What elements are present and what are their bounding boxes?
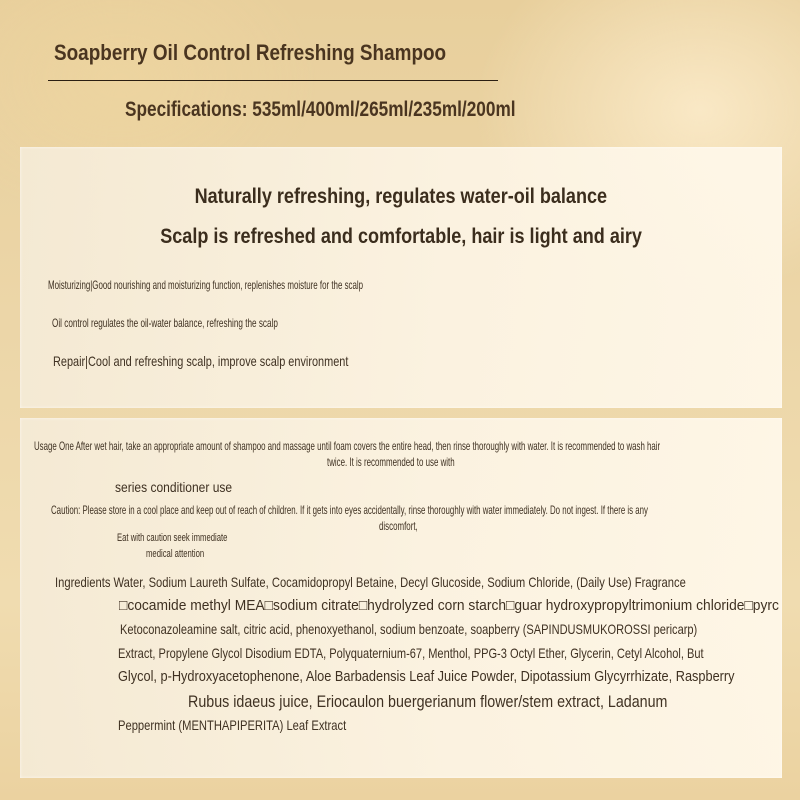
headline-1: Naturally refreshing, regulates water-oil balance [194, 185, 608, 208]
usage-text-2: twice. It is recommended to use with [327, 455, 455, 469]
benefits-card [20, 147, 782, 408]
caution-text-3: Eat with caution seek immediate [117, 532, 228, 544]
ingredients-line-4: Extract, Propylene Glycol Disodium EDTA, Polyquaternium-67, Menthol, PPG-3 Octyl Ether, Glycerin, Cetyl Alcohol, But [118, 645, 704, 661]
details-card [20, 418, 782, 778]
title-divider [48, 80, 498, 81]
ingredients-line-6: Rubus idaeus juice, Eriocaulon buergerianum flower/stem extract, Ladanum [188, 692, 668, 711]
usage-text-3: series conditioner use [115, 479, 233, 495]
caution-text-4: medical attention [146, 548, 205, 560]
specifications: Specifications: 535ml/400ml/265ml/235ml/200ml [125, 98, 516, 121]
ingredients-line-5: Glycol, p-Hydroxyacetophenone, Aloe Barbadensis Leaf Juice Powder, Dipotassium Glycyrrhizate, Raspberry [118, 668, 735, 685]
caution-text: Caution: Please store in a cool place and keep out of reach of children. If it gets into eyes accidentally, rinse thoroughly with water immediately. Do not ingest. If there is any [51, 503, 648, 517]
product-title: Soapberry Oil Control Refreshing Shampoo [54, 40, 447, 65]
headline-2: Scalp is refreshed and comfortable, hair is light and airy [160, 225, 642, 248]
benefit-moisturizing: Moisturizing|Good nourishing and moisturizing function, replenishes moisture for the scalp [48, 278, 364, 292]
ingredients-line-7: Peppermint (MENTHAPIPERITA) Leaf Extract [118, 717, 347, 733]
benefit-oil-control: Oil control regulates the oil-water balance, refreshing the scalp [52, 316, 278, 330]
usage-text: Usage One After wet hair, take an appropriate amount of shampoo and massage until foam covers the entire head, then rinse thoroughly with water. It is recommended to wash hair [34, 439, 661, 453]
ingredients-line-2: □cocamide methyl MEA□sodium citrate□hydrolyzed corn starch□guar hydroxypropyltrimonium chloride□pyrc [119, 597, 779, 614]
ingredients-line-3: Ketoconazoleamine salt, citric acid, phenoxyethanol, sodium benzoate, soapberry (SAPINDUSMUKOROSSI pericarp) [120, 621, 698, 637]
ingredients-line-1: Ingredients Water, Sodium Laureth Sulfate, Cocamidopropyl Betaine, Decyl Glucoside, Sodium Chloride, (Daily Use) Fragrance [55, 574, 686, 590]
benefit-repair: Repair|Cool and refreshing scalp, improve scalp environment [53, 353, 349, 369]
caution-text-2: discomfort, [379, 519, 418, 533]
